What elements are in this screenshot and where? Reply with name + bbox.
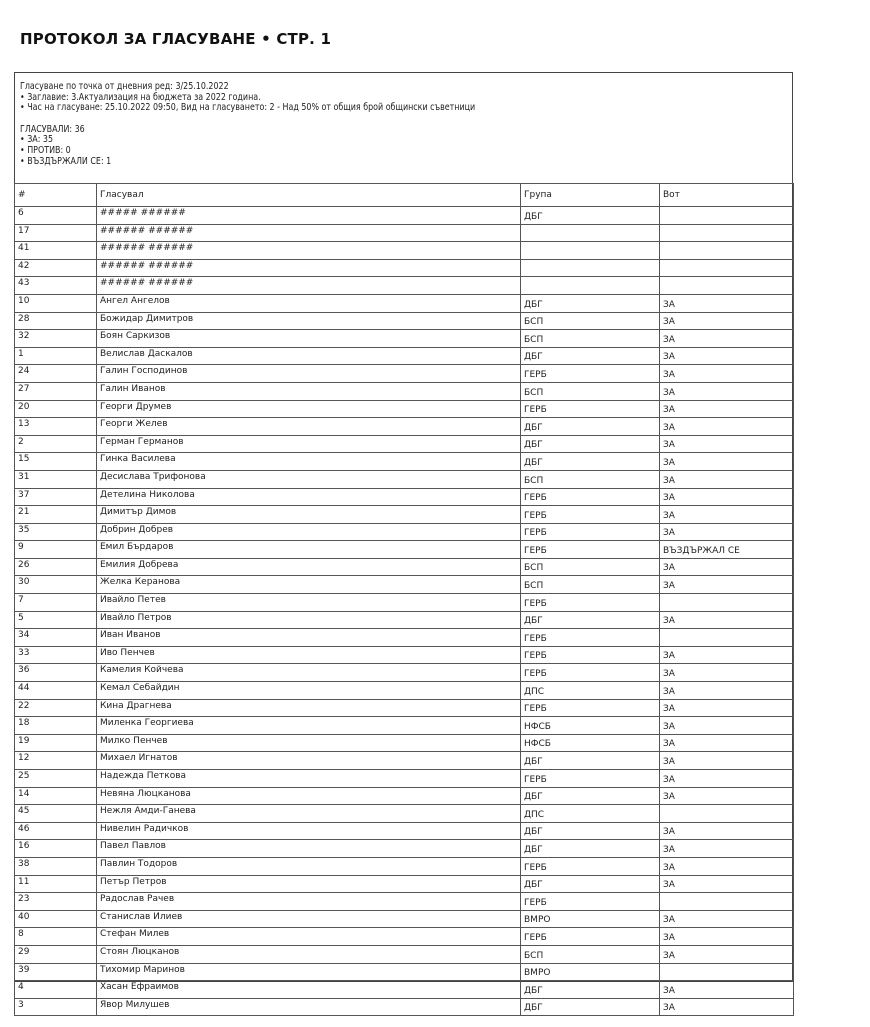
voter-vote: ЗА <box>660 611 794 629</box>
table-row <box>15 699 794 717</box>
votes-table-body <box>15 207 794 1016</box>
voter-number: 46 <box>15 822 97 840</box>
voter-vote <box>660 277 794 295</box>
table-row <box>15 294 794 312</box>
voted-count: ГЛАСУВАЛИ: 36 <box>20 123 85 135</box>
column-header-group: Група <box>521 184 660 207</box>
voter-name: Тихомир Маринов <box>97 963 521 981</box>
voter-group <box>521 242 660 260</box>
table-row <box>15 664 794 682</box>
voter-number: 29 <box>15 945 97 963</box>
voter-group: ДБГ <box>521 207 660 225</box>
voter-vote: ЗА <box>660 928 794 946</box>
voter-number: 33 <box>15 646 97 664</box>
voter-group: ГЕРБ <box>521 400 660 418</box>
voter-name: Ивайло Петев <box>97 594 521 612</box>
voter-name: ###### ###### <box>97 224 521 242</box>
voter-name: Невяна Люцканова <box>97 787 521 805</box>
voter-group: ДБГ <box>521 998 660 1016</box>
voter-group: ВМРО <box>521 963 660 981</box>
voter-name: Георги Желев <box>97 418 521 436</box>
voter-vote: ЗА <box>660 523 794 541</box>
voter-group: ГЕРБ <box>521 629 660 647</box>
voter-vote <box>660 224 794 242</box>
voter-vote: ЗА <box>660 365 794 383</box>
voter-vote: ЗА <box>660 857 794 875</box>
table-row <box>15 576 794 594</box>
voter-vote: ЗА <box>660 752 794 770</box>
voter-name: Нивелин Радичков <box>97 822 521 840</box>
voter-number: 12 <box>15 752 97 770</box>
voter-name: Станислав Илиев <box>97 910 521 928</box>
voter-group: ДБГ <box>521 981 660 999</box>
voter-vote: ЗА <box>660 294 794 312</box>
voter-number: 13 <box>15 418 97 436</box>
voter-number: 10 <box>15 294 97 312</box>
voter-number: 3 <box>15 998 97 1016</box>
voter-vote: ЗА <box>660 734 794 752</box>
voter-name: Галин Иванов <box>97 382 521 400</box>
voter-group: ДБГ <box>521 611 660 629</box>
table-row <box>15 594 794 612</box>
voter-vote <box>660 207 794 225</box>
table-row <box>15 981 794 999</box>
voter-number: 4 <box>15 981 97 999</box>
voter-number: 5 <box>15 611 97 629</box>
voter-name: Десислава Трифонова <box>97 470 521 488</box>
table-row <box>15 928 794 946</box>
voter-vote: ЗА <box>660 382 794 400</box>
voter-name: Кина Драгнева <box>97 699 521 717</box>
voter-number: 43 <box>15 277 97 295</box>
voter-number: 1 <box>15 347 97 365</box>
voter-vote: ЗА <box>660 435 794 453</box>
voter-name: Боян Саркизов <box>97 330 521 348</box>
voter-group: ДБГ <box>521 453 660 471</box>
voter-group: ДБГ <box>521 875 660 893</box>
voter-number: 44 <box>15 682 97 700</box>
voter-group: БСП <box>521 330 660 348</box>
table-row <box>15 224 794 242</box>
table-row <box>15 259 794 277</box>
column-header-voter: Гласувал <box>97 184 521 207</box>
voter-name: Емил Бърдаров <box>97 541 521 559</box>
voter-number: 27 <box>15 382 97 400</box>
voter-vote: ЗА <box>660 770 794 788</box>
voter-name: Иво Пенчев <box>97 646 521 664</box>
voter-number: 39 <box>15 963 97 981</box>
voter-number: 19 <box>15 734 97 752</box>
voter-name: Добрин Добрев <box>97 523 521 541</box>
voter-vote: ЗА <box>660 840 794 858</box>
voter-vote: ЗА <box>660 664 794 682</box>
voter-number: 23 <box>15 893 97 911</box>
voter-group: ГЕРБ <box>521 857 660 875</box>
voter-number: 11 <box>15 875 97 893</box>
voter-vote <box>660 893 794 911</box>
voter-name: Кемал Себайдин <box>97 682 521 700</box>
voter-number: 30 <box>15 576 97 594</box>
table-row <box>15 242 794 260</box>
voter-vote: ЗА <box>660 910 794 928</box>
voter-vote: ЗА <box>660 576 794 594</box>
table-row <box>15 805 794 823</box>
table-row <box>15 488 794 506</box>
table-row <box>15 207 794 225</box>
voter-number: 36 <box>15 664 97 682</box>
voter-number: 32 <box>15 330 97 348</box>
voter-name: Ивайло Петров <box>97 611 521 629</box>
column-header-vote: Вот <box>660 184 794 207</box>
voter-vote: ЗА <box>660 682 794 700</box>
table-row <box>15 523 794 541</box>
table-row <box>15 470 794 488</box>
voter-group: ДБГ <box>521 840 660 858</box>
voter-group <box>521 259 660 277</box>
voter-name: Галин Господинов <box>97 365 521 383</box>
voter-group: ВМРО <box>521 910 660 928</box>
voter-vote: ЗА <box>660 312 794 330</box>
voter-vote <box>660 963 794 981</box>
voter-name: Велислав Даскалов <box>97 347 521 365</box>
table-row <box>15 382 794 400</box>
table-header-row <box>15 184 794 207</box>
voter-vote: ЗА <box>660 998 794 1016</box>
voter-name: ###### ###### <box>97 242 521 260</box>
voter-name: ###### ###### <box>97 277 521 295</box>
voter-vote: ЗА <box>660 717 794 735</box>
voter-vote: ВЪЗДЪРЖАЛ СЕ <box>660 541 794 559</box>
voter-group: ГЕРБ <box>521 893 660 911</box>
voter-name: Михаел Игнатов <box>97 752 521 770</box>
abstained-count: • ВЪЗДЪРЖАЛИ СЕ: 1 <box>20 155 112 167</box>
voter-name: Надежда Петкова <box>97 770 521 788</box>
voter-vote: ЗА <box>660 488 794 506</box>
table-row <box>15 998 794 1016</box>
voter-number: 31 <box>15 470 97 488</box>
voter-group: БСП <box>521 576 660 594</box>
voter-group: ГЕРБ <box>521 488 660 506</box>
voter-name: ##### ###### <box>97 207 521 225</box>
table-row <box>15 857 794 875</box>
voter-group <box>521 224 660 242</box>
page-title: ПРОТОКОЛ ЗА ГЛАСУВАНЕ • СТР. 1 <box>20 30 332 48</box>
table-row <box>15 365 794 383</box>
table-row <box>15 629 794 647</box>
voter-name: Ангел Ангелов <box>97 294 521 312</box>
voter-number: 9 <box>15 541 97 559</box>
voter-group: БСП <box>521 382 660 400</box>
table-row <box>15 347 794 365</box>
voter-group: ДБГ <box>521 787 660 805</box>
table-row <box>15 770 794 788</box>
voter-number: 26 <box>15 558 97 576</box>
agenda-point: Гласуване по точка от дневния ред: 3/25.10.2022 <box>20 81 229 92</box>
table-row <box>15 893 794 911</box>
table-row <box>15 541 794 559</box>
voter-name: Милко Пенчев <box>97 734 521 752</box>
voter-group: ДПС <box>521 682 660 700</box>
subject: • Заглавие: 3.Актуализация на бюджета за 2022 година. <box>20 91 261 103</box>
voter-number: 15 <box>15 453 97 471</box>
voter-group: ГЕРБ <box>521 646 660 664</box>
table-row <box>15 277 794 295</box>
table-row <box>15 875 794 893</box>
voter-name: Радослав Рачев <box>97 893 521 911</box>
voter-group: ДБГ <box>521 435 660 453</box>
voter-number: 14 <box>15 787 97 805</box>
voter-number: 41 <box>15 242 97 260</box>
table-row <box>15 558 794 576</box>
voter-group: ДБГ <box>521 822 660 840</box>
voter-name: Желка Керанова <box>97 576 521 594</box>
voter-number: 37 <box>15 488 97 506</box>
voter-number: 40 <box>15 910 97 928</box>
voter-number: 6 <box>15 207 97 225</box>
voter-name: Явор Милушев <box>97 998 521 1016</box>
voter-name: Божидар Димитров <box>97 312 521 330</box>
table-row <box>15 910 794 928</box>
voter-group: ГЕРБ <box>521 594 660 612</box>
voter-vote: ЗА <box>660 945 794 963</box>
voter-group: ГЕРБ <box>521 664 660 682</box>
voter-name: Емилия Добрева <box>97 558 521 576</box>
voter-name: Стоян Люцканов <box>97 945 521 963</box>
voter-vote: ЗА <box>660 981 794 999</box>
voter-group: БСП <box>521 558 660 576</box>
voter-group: ГЕРБ <box>521 541 660 559</box>
table-row <box>15 611 794 629</box>
voter-name: Стефан Милев <box>97 928 521 946</box>
voter-number: 35 <box>15 523 97 541</box>
table-row <box>15 400 794 418</box>
table-row <box>15 506 794 524</box>
table-row <box>15 682 794 700</box>
voter-group: ДБГ <box>521 418 660 436</box>
table-row <box>15 330 794 348</box>
voter-name: Детелина Николова <box>97 488 521 506</box>
table-row <box>15 435 794 453</box>
voter-group: ДБГ <box>521 347 660 365</box>
voter-group: ГЕРБ <box>521 928 660 946</box>
voter-number: 21 <box>15 506 97 524</box>
table-row <box>15 840 794 858</box>
time-and-type: • Час на гласуване: 25.10.2022 09:50, Вид на гласуването: 2 - Над 50% от общия брой общински съветници <box>20 102 476 114</box>
voter-number: 28 <box>15 312 97 330</box>
voter-vote: ЗА <box>660 453 794 471</box>
voter-group: ДБГ <box>521 294 660 312</box>
table-row <box>15 945 794 963</box>
voter-group: ГЕРБ <box>521 365 660 383</box>
voter-group: НФСБ <box>521 734 660 752</box>
table-row <box>15 453 794 471</box>
voter-vote: ЗА <box>660 400 794 418</box>
voter-number: 42 <box>15 259 97 277</box>
table-row <box>15 717 794 735</box>
voter-group: ГЕРБ <box>521 699 660 717</box>
against-count: • ПРОТИВ: 0 <box>20 144 71 156</box>
voter-name: Павел Павлов <box>97 840 521 858</box>
voter-group: ДПС <box>521 805 660 823</box>
table-row <box>15 752 794 770</box>
voter-group: НФСБ <box>521 717 660 735</box>
voter-group: ГЕРБ <box>521 506 660 524</box>
voter-group: БСП <box>521 470 660 488</box>
voter-vote: ЗА <box>660 875 794 893</box>
voter-name: Герман Германов <box>97 435 521 453</box>
voter-name: Павлин Тодоров <box>97 857 521 875</box>
voter-number: 8 <box>15 928 97 946</box>
for-count: • ЗА: 35 <box>20 134 54 146</box>
voter-vote <box>660 259 794 277</box>
voter-vote: ЗА <box>660 418 794 436</box>
voter-number: 34 <box>15 629 97 647</box>
vote-summary <box>20 82 475 167</box>
voter-name: ###### ###### <box>97 259 521 277</box>
voter-number: 25 <box>15 770 97 788</box>
voter-vote: ЗА <box>660 699 794 717</box>
voter-number: 45 <box>15 805 97 823</box>
voter-number: 7 <box>15 594 97 612</box>
table-row <box>15 312 794 330</box>
voter-name: Иван Иванов <box>97 629 521 647</box>
voter-name: Нежля Амди-Ганева <box>97 805 521 823</box>
voter-number: 2 <box>15 435 97 453</box>
column-header-number: # <box>15 184 97 207</box>
voter-vote: ЗА <box>660 822 794 840</box>
voter-name: Хасан Ефраимов <box>97 981 521 999</box>
table-row <box>15 418 794 436</box>
voter-vote: ЗА <box>660 506 794 524</box>
voter-number: 17 <box>15 224 97 242</box>
table-row <box>15 734 794 752</box>
voter-vote <box>660 629 794 647</box>
voter-vote <box>660 594 794 612</box>
voter-number: 24 <box>15 365 97 383</box>
voter-vote <box>660 805 794 823</box>
voter-group: БСП <box>521 312 660 330</box>
voter-number: 22 <box>15 699 97 717</box>
votes-table <box>14 183 794 1016</box>
voter-group <box>521 277 660 295</box>
table-row <box>15 646 794 664</box>
voter-name: Петър Петров <box>97 875 521 893</box>
voter-number: 18 <box>15 717 97 735</box>
table-row <box>15 787 794 805</box>
voter-name: Миленка Георгиева <box>97 717 521 735</box>
voter-group: ГЕРБ <box>521 523 660 541</box>
voter-vote: ЗА <box>660 330 794 348</box>
voter-number: 38 <box>15 857 97 875</box>
voter-vote: ЗА <box>660 646 794 664</box>
voter-vote: ЗА <box>660 558 794 576</box>
voter-name: Гинка Василева <box>97 453 521 471</box>
voter-vote: ЗА <box>660 347 794 365</box>
voter-group: БСП <box>521 945 660 963</box>
voter-name: Георги Друмев <box>97 400 521 418</box>
voter-number: 20 <box>15 400 97 418</box>
voter-vote: ЗА <box>660 470 794 488</box>
voter-number: 16 <box>15 840 97 858</box>
table-row <box>15 822 794 840</box>
voter-group: ГЕРБ <box>521 770 660 788</box>
voter-vote: ЗА <box>660 787 794 805</box>
voter-vote <box>660 242 794 260</box>
voter-name: Димитър Димов <box>97 506 521 524</box>
table-row <box>15 963 794 981</box>
voter-name: Камелия Койчева <box>97 664 521 682</box>
voter-group: ДБГ <box>521 752 660 770</box>
